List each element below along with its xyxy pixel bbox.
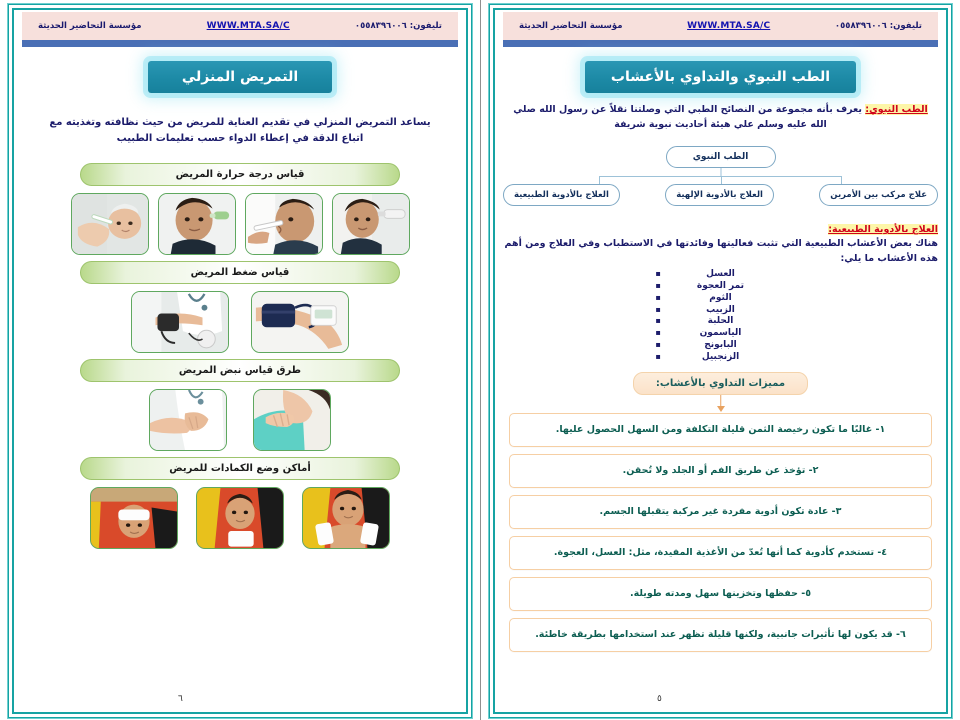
boy-forehead-thermometer-photo bbox=[332, 193, 410, 255]
boy-ear-thermometer-photo bbox=[158, 193, 236, 255]
section-heading: أماكن وضع الكمادات للمريض bbox=[80, 457, 400, 480]
list-item: العسل ▪ bbox=[616, 269, 826, 281]
masthead-website-link[interactable]: WWW.MTA.SA/C bbox=[206, 21, 290, 31]
doctor-measuring-pressure-photo bbox=[131, 291, 229, 353]
list-item: ٤- تستخدم كأدوية كما أنها تُعدّ من الأغذية المفيدة، مثل: العسل، العجوة. bbox=[509, 536, 932, 570]
tree-root-node: الطب النبوي bbox=[666, 146, 776, 168]
tree-child-node: علاج مركب بين الأمرين bbox=[819, 184, 938, 206]
compress-armpits-photo bbox=[302, 487, 390, 549]
benefits-heading: مميزات التداوي بالأعشاب: bbox=[633, 372, 808, 395]
list-item: تمر العجوة ▪ bbox=[616, 281, 826, 293]
left-lead-paragraph bbox=[503, 103, 938, 132]
infant-thermometer-photo bbox=[71, 193, 149, 255]
list-item: ١- غالبًا ما تكون رخيصة الثمن قليلة التكلفة ومن السهل الحصول عليها. bbox=[509, 413, 932, 447]
list-item: ٥- حفظها وتخزينها سهل ومدته طويلة. bbox=[509, 577, 932, 611]
carotid-pulse-neck-photo bbox=[253, 389, 331, 451]
list-item: الزنجبيل ▪ bbox=[616, 352, 826, 364]
arm-cuff-monitor-photo bbox=[251, 291, 349, 353]
tree-child-node: العلاج بالأدوية الإلهية bbox=[665, 184, 774, 206]
tree-connectors bbox=[561, 168, 880, 184]
radial-pulse-wrist-photo bbox=[149, 389, 227, 451]
page-number: ٥ bbox=[657, 694, 662, 704]
oral-thermometer-photo bbox=[245, 193, 323, 255]
masthead-divider bbox=[503, 40, 938, 47]
masthead-phone: تليفون: ٠٥٥٨٣٩٦٠٠٦ bbox=[834, 21, 922, 31]
photo-row bbox=[22, 389, 458, 451]
section-temperature bbox=[22, 163, 458, 255]
photo-row bbox=[22, 487, 458, 549]
list-item: الياسمون ▪ bbox=[616, 328, 826, 340]
section-compresses bbox=[22, 457, 458, 549]
list-item: ٣- عادة تكون أدوية مفردة غير مركبة يتقبلها الجسم. bbox=[509, 495, 932, 529]
herb-list bbox=[616, 269, 826, 364]
list-item: الثوم ▪ bbox=[616, 293, 826, 305]
masthead-brand: مؤسسة التحاضير الحديثة bbox=[38, 21, 142, 31]
masthead bbox=[22, 12, 458, 40]
lead-term: الطب النبوي: bbox=[865, 104, 928, 115]
masthead-brand: مؤسسة التحاضير الحديثة bbox=[519, 21, 623, 31]
prophetic-medicine-tree bbox=[503, 146, 938, 206]
tree-child-node: العلاج بالأدوية الطبيعية bbox=[503, 184, 620, 206]
list-item: ٦- قد يكون لها تأثيرات جانبية، ولكنها قليلة تظهر عند استخدامها بطريقة خاطئة. bbox=[509, 618, 932, 652]
nursing-intro-paragraph: يساعد التمريض المنزلي في تقديم العناية للمريض من حيث نظافته وتغذيته مع اتباع الدقة في إعطاء الدواء حسب تعليمات الطبيب bbox=[49, 117, 431, 144]
list-item: الزبيب ▪ bbox=[616, 305, 826, 317]
natural-section-body: هناك بعض الأعشاب الطبيعية التي تثبت فعاليتها وفائدتها في الاستطباب وفي العلاج ومن أهم هذه الأعشاب ما يلي: bbox=[504, 238, 938, 264]
benefits-arrow-icon bbox=[503, 395, 938, 413]
section-heading: قياس ضغط المريض bbox=[80, 261, 400, 284]
left-page-title: الطب النبوي والتداوي بالأعشاب bbox=[585, 61, 856, 93]
section-heading: طرق قياس نبض المريض bbox=[80, 359, 400, 382]
right-title-wrap bbox=[22, 61, 458, 93]
section-heading: قياس درجة حرارة المريض bbox=[80, 163, 400, 186]
photo-row bbox=[22, 291, 458, 353]
list-item: الحلبة ▪ bbox=[616, 316, 826, 328]
lead-text: يعرف بأنه مجموعة من النصائح الطبي التي وصلتنا نقلاً عن رسول الله صلي الله عليه وسلم علي هيئة أحاديث نبوية شريفة bbox=[513, 104, 866, 130]
benefits-list bbox=[503, 413, 938, 652]
right-page-title: التمريض المنزلي bbox=[148, 61, 332, 93]
section-pulse bbox=[22, 359, 458, 451]
natural-remedies-section bbox=[503, 216, 938, 364]
page-left-herbal-medicine bbox=[480, 0, 960, 720]
page-number: ٦ bbox=[178, 694, 183, 704]
section-blood-pressure bbox=[22, 261, 458, 353]
benefits-heading-wrap bbox=[503, 372, 938, 395]
natural-section-heading: العلاج بالأدوية الطبيعية: bbox=[828, 224, 938, 236]
masthead-website-link[interactable]: WWW.MTA.SA/C bbox=[687, 21, 771, 31]
masthead-divider bbox=[22, 40, 458, 47]
compress-neck-photo bbox=[196, 487, 284, 549]
list-item: ٢- تؤخذ عن طريق الفم أو الجلد ولا تُحقن. bbox=[509, 454, 932, 488]
list-item: البابونج ▪ bbox=[616, 340, 826, 352]
masthead-phone: تليفون: ٠٥٥٨٣٩٦٠٠٦ bbox=[354, 21, 442, 31]
photo-row bbox=[22, 193, 458, 255]
left-title-wrap bbox=[503, 61, 938, 93]
compress-forehead-photo bbox=[90, 487, 178, 549]
masthead bbox=[503, 12, 938, 40]
